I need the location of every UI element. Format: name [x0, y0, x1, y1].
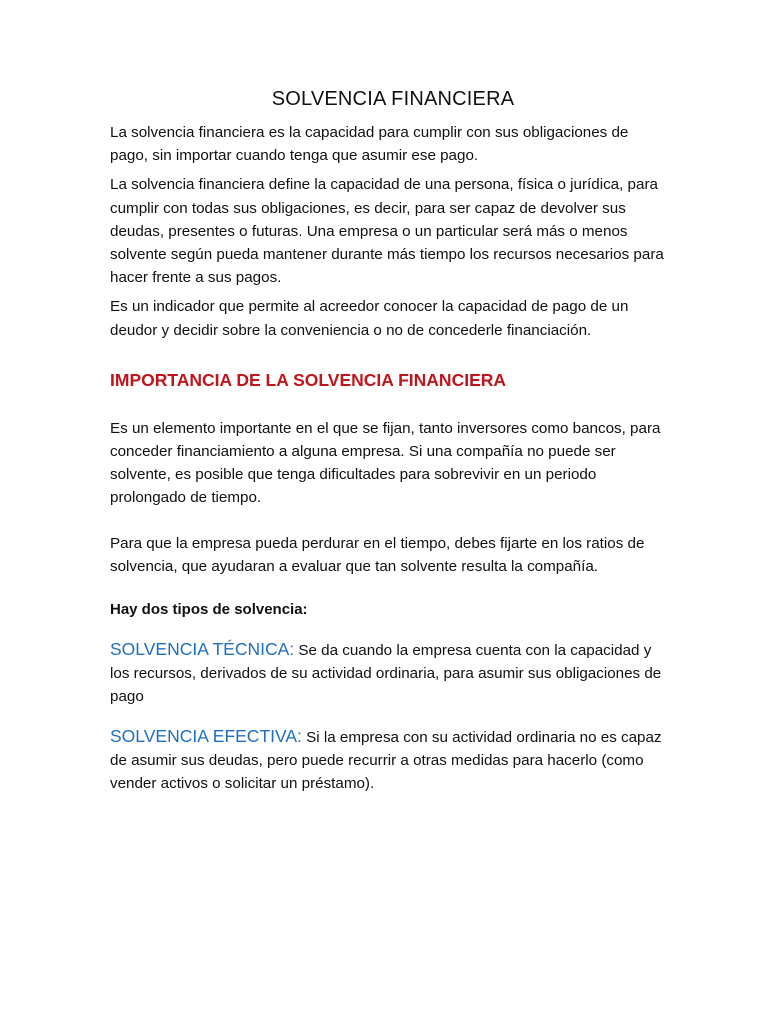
term-solvencia-efectiva: SOLVENCIA EFECTIVA: [110, 725, 302, 746]
intro-paragraph-2: La solvencia financiera define la capacidad de una persona, física o jurídica, para cumplir con todas sus obligaciones, es decir, para ser capaz de devolver sus deudas, presentes o futuras. Una empresa o un particular será más o menos solvente según pueda mantener durante más tiempo los recursos necesarios para hacer frente a sus pagos. [110, 176, 664, 287]
document-title: SOLVENCIA FINANCIERA [271, 88, 515, 110]
section-heading-importance: IMPORTANCIA DE LA SOLVENCIA FINANCIERA [110, 369, 507, 390]
intro-paragraph-1: La solvencia financiera es la capacidad para cumplir con sus obligaciones de pago, sin importar cuando tenga que asumir ese pago. [110, 124, 629, 165]
document-page [110, 88, 670, 811]
definition-solvencia-efectiva [110, 725, 670, 796]
types-heading: Hay dos tipos de solvencia: [110, 601, 308, 619]
term-solvencia-tecnica: SOLVENCIA TÉCNICA: [110, 639, 295, 660]
definition-text-tecnica: Se da cuando la empresa cuenta con la capacidad y los recursos, derivados de su actividad ordinaria, para asumir sus obligaciones de pago [110, 642, 662, 706]
importance-paragraph-2: Para que la empresa pueda perdurar en el tiempo, debes fijarte en los ratios de solvencia, que ayudaran a evaluar que tan solvente resulta la compañía. [110, 534, 645, 575]
intro-paragraph-3: Es un indicador que permite al acreedor conocer la capacidad de pago de un deudor y decidir sobre la conveniencia o no de concederle financiación. [110, 298, 629, 339]
definition-solvencia-tecnica [110, 638, 670, 709]
definition-text-efectiva: Si la empresa con su actividad ordinaria no es capaz de asumir sus deudas, pero puede recurrir a otras medidas para hacerlo (como vender activos o solicitar un préstamo). [110, 728, 662, 793]
importance-paragraph-1: Es un elemento importante en el que se fijan, tanto inversores como bancos, para conceder financiamiento a alguna empresa. Si una compañía no puede ser solvente, es posible que tenga dificultades para sobrevivir en un periodo prolongado de tiempo. [110, 419, 661, 507]
